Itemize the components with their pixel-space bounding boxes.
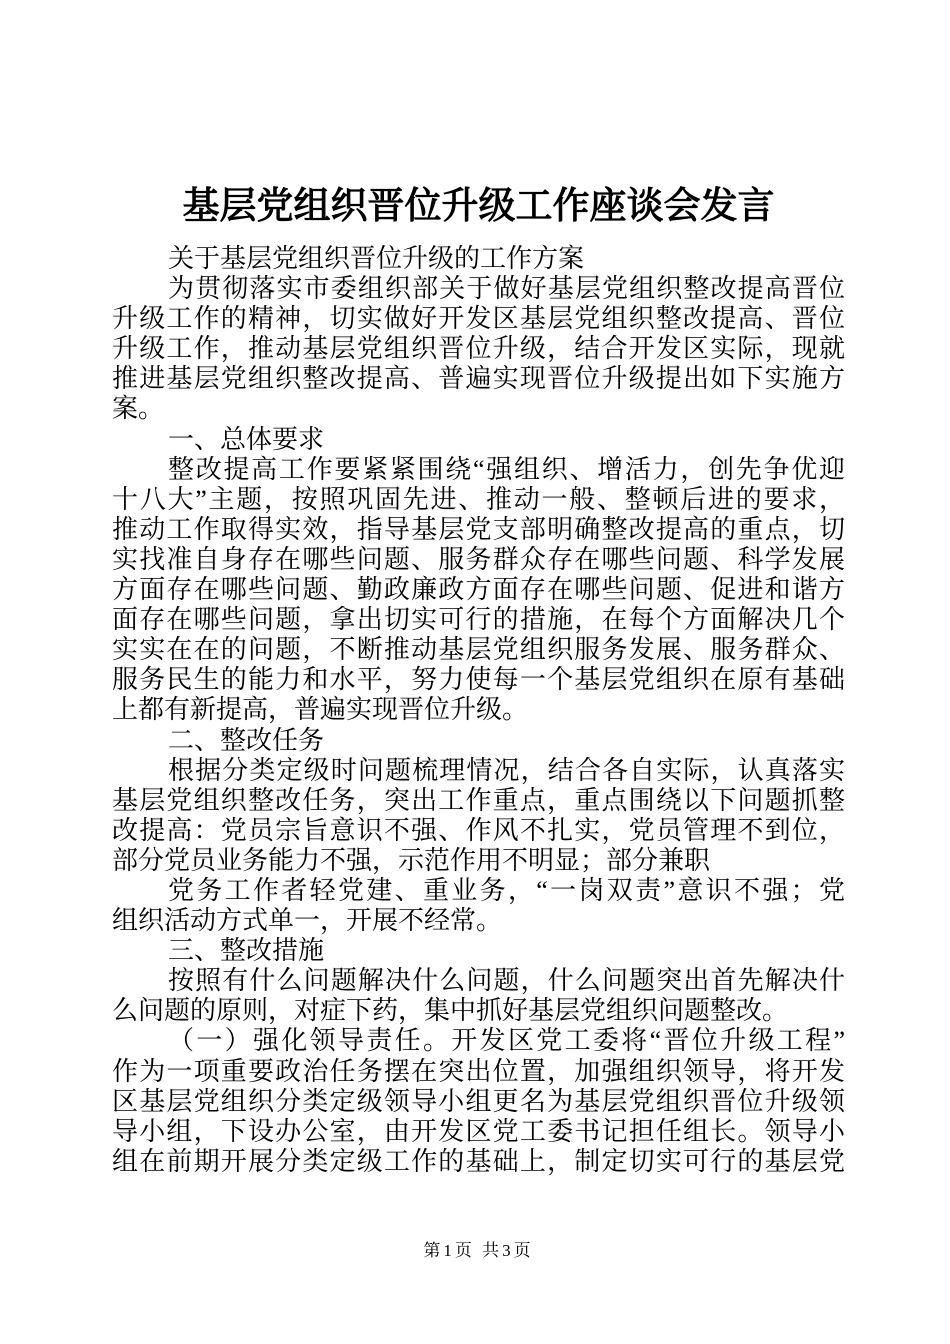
body-line: 二、整改任务 xyxy=(168,725,325,755)
body-line: 三、整改措施 xyxy=(168,936,325,966)
body-line: 实实在在的问题，不断推动基层党组织服务发展、服务群众、 xyxy=(112,635,845,665)
body-line: 改提高：党员宗旨意识不强、作风不扎实，党员管理不到位， xyxy=(112,815,845,845)
body-line: 方面存在哪些问题、勤政廉政方面存在哪些问题、促进和谐方 xyxy=(112,575,845,605)
body-line: 为贯彻落实市委组织部关于做好基层党组织整改提高晋位 xyxy=(168,274,845,304)
body-line: 根据分类定级时问题梳理情况，结合各自实际，认真落实 xyxy=(168,755,845,785)
body-line: 服务民生的能力和水平，努力使每一个基层党组织在原有基础 xyxy=(112,665,845,695)
body-line: 关于基层党组织晋位升级的工作方案 xyxy=(168,244,585,273)
body-line: 上都有新提高，普遍实现晋位升级。 xyxy=(112,695,529,725)
body-line: 整改提高工作要紧紧围绕“强组织、增活力，创先争优迎 xyxy=(168,454,845,484)
body-line: 么问题的原则，对症下药，集中抓好基层党组织问题整改。 xyxy=(112,996,789,1026)
body-line: 党务工作者轻党建、重业务，“一岗双责”意识不强；党 xyxy=(168,875,845,905)
body-line: 实找准自身存在哪些问题、服务群众存在哪些问题、科学发展 xyxy=(112,544,845,574)
body-line: 导小组，下设办公室，由开发区党工委书记担任组长。领导小 xyxy=(112,1116,845,1146)
body-line: 面存在哪些问题，拿出切实可行的措施，在每个方面解决几个 xyxy=(112,605,845,635)
document-title: 基层党组织晋位升级工作座谈会发言 xyxy=(182,186,775,227)
body-line: 组在前期开展分类定级工作的基础上，制定切实可行的基层党 xyxy=(112,1146,845,1176)
body-line: 推动工作取得实效，指导基层党支部明确整改提高的重点，切 xyxy=(112,514,845,544)
body-line: 升级工作的精神，切实做好开发区基层党组织整改提高、晋位 xyxy=(112,304,845,334)
body-line: 十八大”主题，按照巩固先进、推动一般、整顿后进的要求， xyxy=(112,484,845,514)
body-line: 推进基层党组织整改提高、普遍实现晋位升级提出如下实施方 xyxy=(112,364,845,394)
body-line: 部分党员业务能力不强，示范作用不明显；部分兼职 xyxy=(112,845,711,875)
body-line: 区基层党组织分类定级领导小组更名为基层党组织晋位升级领 xyxy=(112,1086,845,1116)
body-line: 案。 xyxy=(112,394,165,424)
body-line: 按照有什么问题解决什么问题，什么问题突出首先解决什 xyxy=(168,966,845,996)
body-line: 升级工作，推动基层党组织晋位升级，结合开发区实际，现就 xyxy=(112,334,845,364)
body-line: 组织活动方式单一，开展不经常。 xyxy=(112,906,503,936)
body-line: 作为一项重要政治任务摆在突出位置，加强组织领导，将开发 xyxy=(112,1056,845,1086)
body-line: 一、总体要求 xyxy=(168,424,325,454)
document-body xyxy=(112,244,845,1177)
body-line: 基层党组织整改任务，突出工作重点，重点围绕以下问题抓整 xyxy=(112,785,845,815)
page-number-footer: 第1页 共3页 xyxy=(423,1241,534,1260)
body-line: （一）强化领导责任。开发区党工委将“晋位升级工程” xyxy=(168,1026,845,1056)
